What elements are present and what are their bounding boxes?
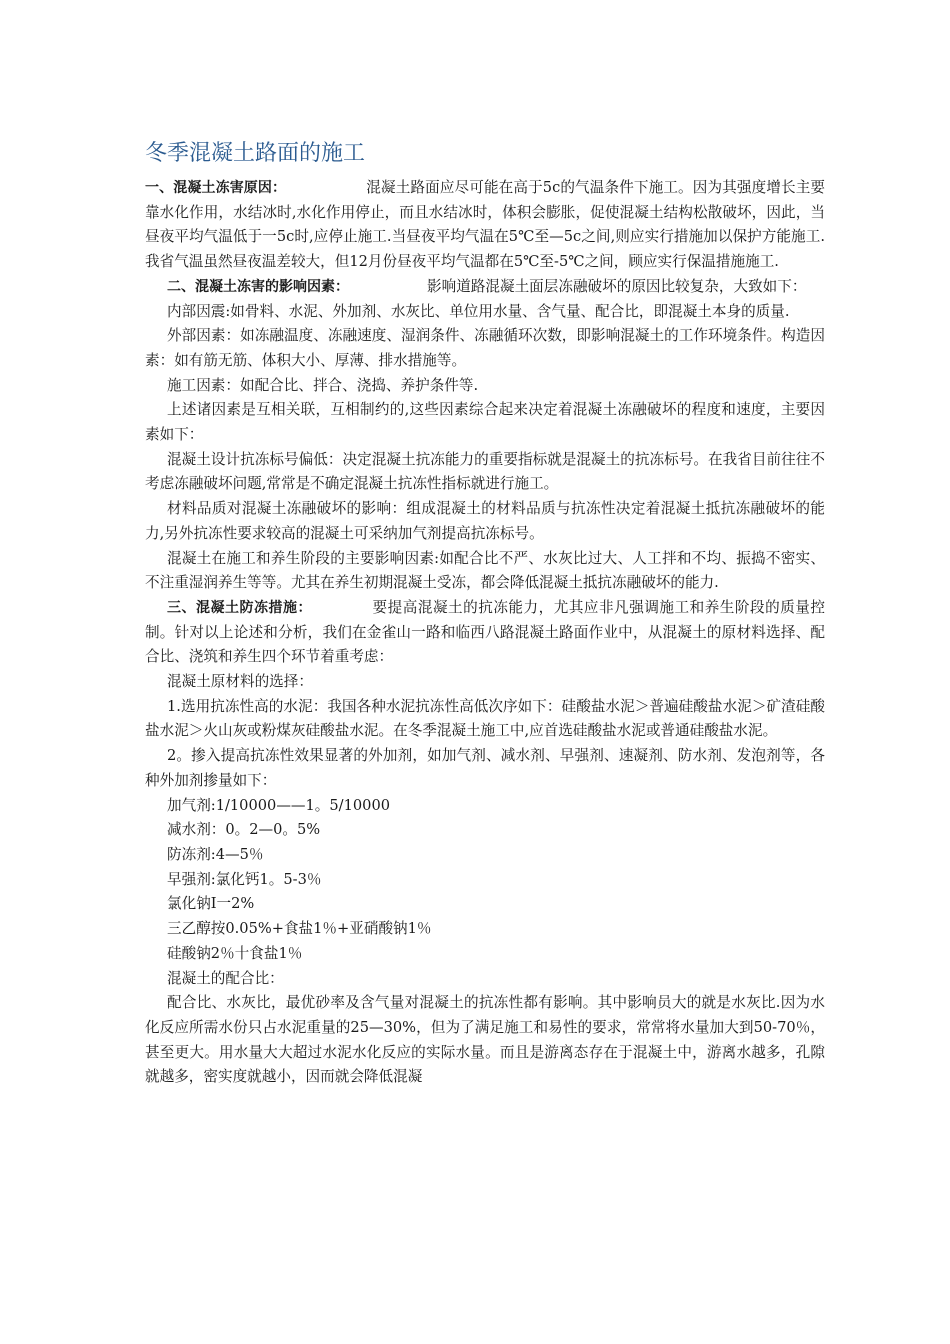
dosage-line: 减水剂：0。2—0。5% (167, 821, 321, 839)
factor-paragraph: 上述诸因素是互相关联，互相制约的,这些因素综合起来决定着混凝土冻融破坏的程度和速度，主要因素如下： (145, 401, 825, 444)
dosage-line: 氯化钠Ⅰ一2% (167, 895, 255, 913)
factor-paragraph: 混凝土设计抗冻标号偏低：决定混凝土抗冻能力的重要指标就是混凝土的抗冻标号。在我省目前往往不考虑冻融破坏问题,常常是不确定混凝土抗冻性指标就进行施工。 (145, 450, 825, 493)
mix-ratio-paragraph: 配合比、水灰比，最优砂率及含气量对混凝土的抗冻性都有影响。其中影响员大的就是水灰比.因为水化反应所需水份只占水泥重量的25—30%，但为了满足施工和易性的要求，常常将水量加大到50-70％，甚至更大。用水量大大超过水泥水化反应的实际水量。而且是游离态存在于混凝土中，游离水越多，孔隙就越多，密实度就越小，因而就会降低混凝 (145, 994, 825, 1086)
dosage-line: 防冻剂:4—5％ (167, 845, 264, 863)
measure-paragraph: 2。掺入提高抗冻性效果显著的外加剂，如加气剂、减水剂、早强剂、速凝剂、防水剂、发泡剂等，各种外加剂掺量如下： (145, 747, 825, 789)
factor-paragraph: 施工因素：如配合比、拌合、浇捣、养护条件等. (167, 376, 479, 394)
section-3-text: 要提高混凝土的抗冻能力，尤其应非凡强调施工和养生阶段的质量控制。针对以上论述和分析，我们在金雀山一路和临西八路混凝土路面作业中，从混凝土的原材料选择、配合比、浇筑和养生四个环节着重考虑： (145, 598, 825, 666)
dosage-line: 硅酸钠2％十食盐1％ (167, 944, 303, 962)
section-2-text: 影响道路混凝土面层冻融破坏的原因比较复杂，大致如下： (427, 277, 807, 295)
section-3-heading: 三、混凝土防冻措施： (167, 599, 313, 616)
factor-paragraph: 材料品质对混凝土冻融破坏的影响：组成混凝土的材料品质与抗冻性决定着混凝土抵抗冻融破坏的能力,另外抗冻性要求较高的混凝土可采纳加气剂提高抗冻标号。 (145, 500, 825, 542)
document-title: 冬季混凝土路面的施工 (145, 141, 366, 166)
measure-paragraph: 1.选用抗冻性高的水泥：我国各种水泥抗冻性高低次序如下：硅酸盐水泥＞普遍硅酸盐水泥＞矿渣硅酸盐水泥＞火山灰或粉煤灰硅酸盐水泥。在冬季混凝土施工中,应首选硅酸盐水泥或普通硅酸盐水泥。 (145, 697, 825, 740)
section-1-heading: 一、混凝土冻害原因： (145, 180, 287, 196)
section-2-heading: 二、混凝土冻害的影响因素： (167, 278, 349, 295)
section-1-text: 混凝土路面应尽可能在高于5c的气温条件下施工。因为其强度增长主要靠水化作用，水结冰时,水化作用停止，而且水结冰时，体积会膨胀，促使混凝土结构松散破坏，因此，当昼夜平均气温低于一5c时,应停止施工.当昼夜平均气温在5℃至—5c之间,则应实行措施加以保护方能施工.我省气温虽然昼夜温差较大，但12月份昼夜平均气温都在5℃至-5℃之间，顾应实行保温措施施工. (145, 179, 825, 271)
factor-paragraph: 内部因震:如骨料、水泥、外加剂、水灰比、单位用水量、含气量、配合比，即混凝土本身的质量. (167, 302, 790, 320)
mix-ratio-heading: 混凝土的配合比： (167, 969, 284, 987)
section-1-paragraph (145, 176, 825, 275)
dosage-line: 早强剂:氯化钙1。5-3％ (167, 870, 322, 888)
dosage-line: 三乙醇按0.05%+食盐1％+亚硝酸钠1％ (167, 920, 432, 938)
factor-paragraph: 混凝土在施工和养生阶段的主要影响因素:如配合比不严、水灰比过大、人工拌和不均、振捣不密实、不注重湿润养生等等。尤其在养生初期混凝土受冻，都会降低混凝土抵抗冻融破坏的能力. (145, 549, 825, 592)
dosage-line: 加气剂:1/10000——1。5/10000 (167, 796, 391, 814)
factor-paragraph: 外部因素：如冻融温度、冻融速度、湿润条件、冻融循环次数，即影响混凝土的工作环境条件。构造因素：如有筋无筋、体积大小、厚薄、排水措施等。 (145, 327, 825, 369)
section-3-paragraph (145, 596, 825, 670)
document-body (145, 176, 825, 1090)
measure-paragraph: 混凝土原材料的选择： (167, 673, 313, 691)
section-2-paragraph (145, 275, 825, 300)
